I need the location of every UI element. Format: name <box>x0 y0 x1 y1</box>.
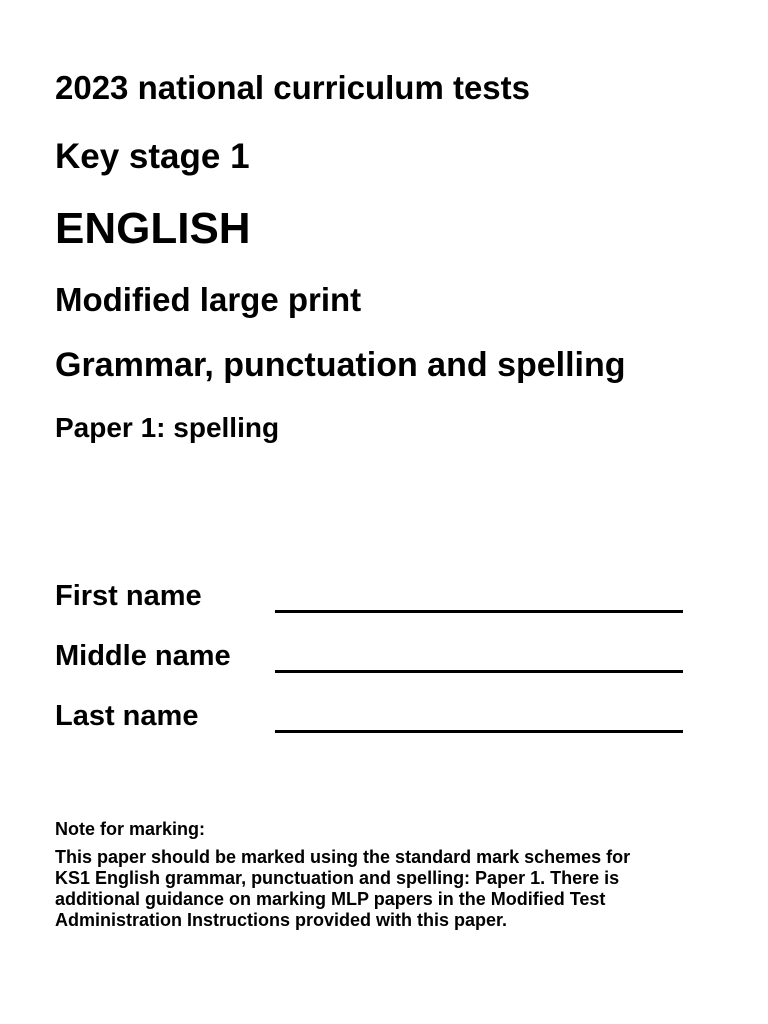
paper-heading: Paper 1: spelling <box>55 412 280 443</box>
test-year-heading: 2023 national curriculum tests <box>55 69 531 106</box>
marking-note-title: Note for marking: <box>55 819 206 839</box>
last-name-write-line[interactable] <box>275 730 683 733</box>
middle-name-write-line[interactable] <box>275 670 683 673</box>
middle-name-row <box>55 642 685 678</box>
format-heading: Modified large print <box>55 281 362 318</box>
key-stage-heading: Key stage 1 <box>55 137 250 176</box>
first-name-label: First name <box>55 580 202 612</box>
marking-note-body <box>55 847 695 931</box>
marking-note-line: Administration Instructions provided with this paper. <box>55 910 508 930</box>
component-heading: Grammar, punctuation and spelling <box>55 346 626 384</box>
marking-note-line: This paper should be marked using the standard mark schemes for <box>55 847 631 867</box>
last-name-row <box>55 702 685 738</box>
subject-heading: ENGLISH <box>55 204 251 253</box>
last-name-label: Last name <box>55 700 199 732</box>
first-name-row <box>55 582 685 618</box>
middle-name-label: Middle name <box>55 640 231 672</box>
marking-note-line: additional guidance on marking MLP papers in the Modified Test <box>55 889 606 909</box>
first-name-write-line[interactable] <box>275 610 683 613</box>
marking-note-line: KS1 English grammar, punctuation and spelling: Paper 1. There is <box>55 868 620 888</box>
